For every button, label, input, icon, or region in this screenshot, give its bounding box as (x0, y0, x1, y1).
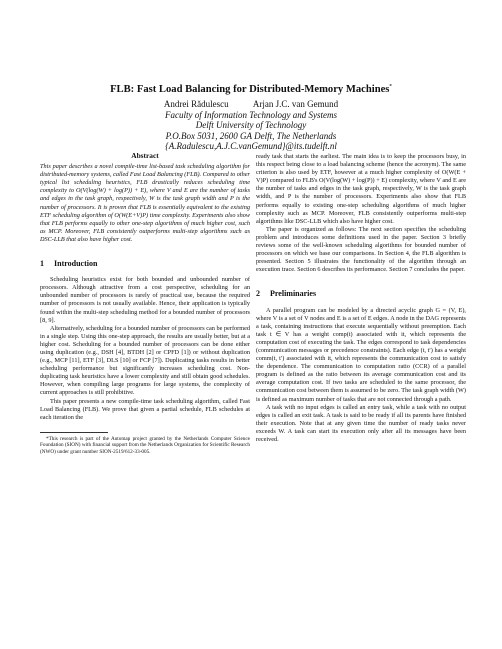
right-column (256, 153, 466, 444)
section-number: 1 (40, 259, 44, 269)
right-paragraph-1: ready task that starts the earliest. The main idea is to keep the processors busy, in this respect being close to a load balancing scheme (hence the acronym). The same criterion is also used by ETF, however at a much higher complexity of O(W(E + V)P) compared to FLB's O(V(log(W) + log(P)) + E) complexity, where V and E are the number of tasks and edges in the task graph, respectively, W is the task graph width, and P is the number of processors. Experiments also show that FLB performs equally to existing one-step scheduling algorithms of much higher complexity such as MCP. Moreover, FLB consistently outperforms multi-step algorithms like DSC-LLB which also have higher cost. (256, 153, 466, 225)
left-column (40, 152, 250, 455)
author-block (0, 99, 502, 152)
title-footnote-mark: * (389, 84, 392, 90)
prelim-paragraph-1: A parallel program can be modeled by a directed acyclic graph G = (V, E), where V is a set of V nodes and E is a set of E edges. A node in the DAG represents a task, containing instructions that execute sequentially without preemption. Each task t ∈ V has a weight comp(t) associated with it, which represents the computation cost of executing the task. The edges correspond to task dependencies (communication messages or precedence constraints). Each edge (t, t′) has a weight comm(t, t′) associated with it, which represents the communication cost to satisfy the dependence. The communication to computation ratio (CCR) of a parallel program is defined as the ratio between its average communication cost and its average computation cost. If two tasks are scheduled to the same processor, the communication cost between them is assumed to be zero. The task graph width (W) is defined as maximum number of tasks that are not connected through a path. (256, 306, 466, 403)
intro-paragraph-1: Scheduling heuristics exist for both bounded and unbounded number of processors. Although attractive from a cost perspective, scheduling for an unbounded number of processors is rarely of practical use, because the required number of processors is not usually available. Hence, their application is typically found within the multi-step scheduling method for a bounded number of processors [8, 9]. (40, 276, 250, 324)
footnote-text: *This research is part of the Automap project granted by the Netherlands Computer Science Foundation (SION) with financial support from the Netherlands Organization for Scientific Research (NWO) under grant number SION-2519/612-33-005. (40, 435, 250, 455)
footnote-rule (40, 432, 108, 433)
abstract-heading: Abstract (131, 151, 159, 160)
section-heading-prelim (256, 290, 466, 298)
author-1: Andrei Rădulescu (163, 99, 229, 109)
affiliation-faculty: Faculty of Information Technology and Systems (165, 109, 337, 120)
affiliation-email: {A.Radulescu,A.J.C.vanGemund}@its.tudelft.nl (165, 141, 337, 151)
author-names (0, 99, 502, 110)
abstract-text: This paper describes a novel compile-time list-based task scheduling algorithm for distributed-memory systems, called Fast Load Balancing (FLB). Compared to other typical list scheduling heuristics, FLB drastically reduces scheduling time complexity to O(V(log(W) + log(P)) + E), where V and E are the number of tasks and edges in the task graph, respectively, W is the task graph width and P is the number of processors. It is proven that FLB is essentially equivalent to the existing ETF scheduling algorithm of O(W(E+V)P) time complexity. Experiments also show that FLB performs equally to other one-step algorithms of much higher cost, such as MCP. Moreover, FLB consistently outperforms multi-step algorithms such as DSC-LLB that also have higher cost. (40, 163, 250, 243)
prelim-paragraph-2: A task with no input edges is called an entry task, while a task with no output edges is called an exit task. A task is said to be ready if all its parents have finished their execution. Note that at any given time the number of ready tasks never exceeds W. A task can start its execution only after all its messages have been received. (256, 403, 466, 443)
author-2: Arjan J.C. van Gemund (252, 99, 339, 109)
paper-title (0, 84, 502, 95)
section-number: 2 (256, 289, 260, 299)
section-heading-intro (40, 260, 250, 268)
intro-paragraph-2: Alternatively, scheduling for a bounded number of processors can be performed in a single step. Using this one-step approach, the results are usually better, but at a higher cost. Scheduling for a bounded number of processors can be done either using duplication (e.g., DSH [4], BTDH [2] or CPFD [1]) or without duplication (e.g., MCP [11], ETF [3], DLS [10] or FCP [7]). Duplicating tasks results in better scheduling performance but significantly increases scheduling cost. Non-duplicating task heuristics have a lower complexity and still obtain good schedules. However, when compiling large programs for large systems, the complexity of current approaches is still prohibitive. (40, 324, 250, 397)
section-title: Preliminaries (270, 289, 317, 299)
affiliation-address: P.O.Box 5031, 2600 GA Delft, The Netherlands (165, 130, 337, 141)
title-text: FLB: Fast Load Balancing for Distributed-Memory Machines (110, 84, 390, 95)
section-title: Introduction (54, 259, 98, 269)
footnote (40, 436, 250, 455)
right-paragraph-2: The paper is organized as follows: The next section specifies the scheduling problem and introduces some definitions used in the paper. Section 3 briefly reviews some of the well-known scheduling algorithms for bounded number of processors on which we base our comparisons. In Section 4, the FLB algorithm is presented. Section 5 illustrates the functionality of the algorithm through an execution trace. Section 6 describes its performance. Section 7 concludes the paper. (256, 225, 466, 274)
affiliation-university: Delft University of Technology (195, 120, 307, 130)
intro-paragraph-3: This paper presents a new compile-time task scheduling algorithm, called Fast Load Balancing (FLB). We prove that given a partial schedule, FLB schedules at each iteration the (40, 397, 250, 421)
